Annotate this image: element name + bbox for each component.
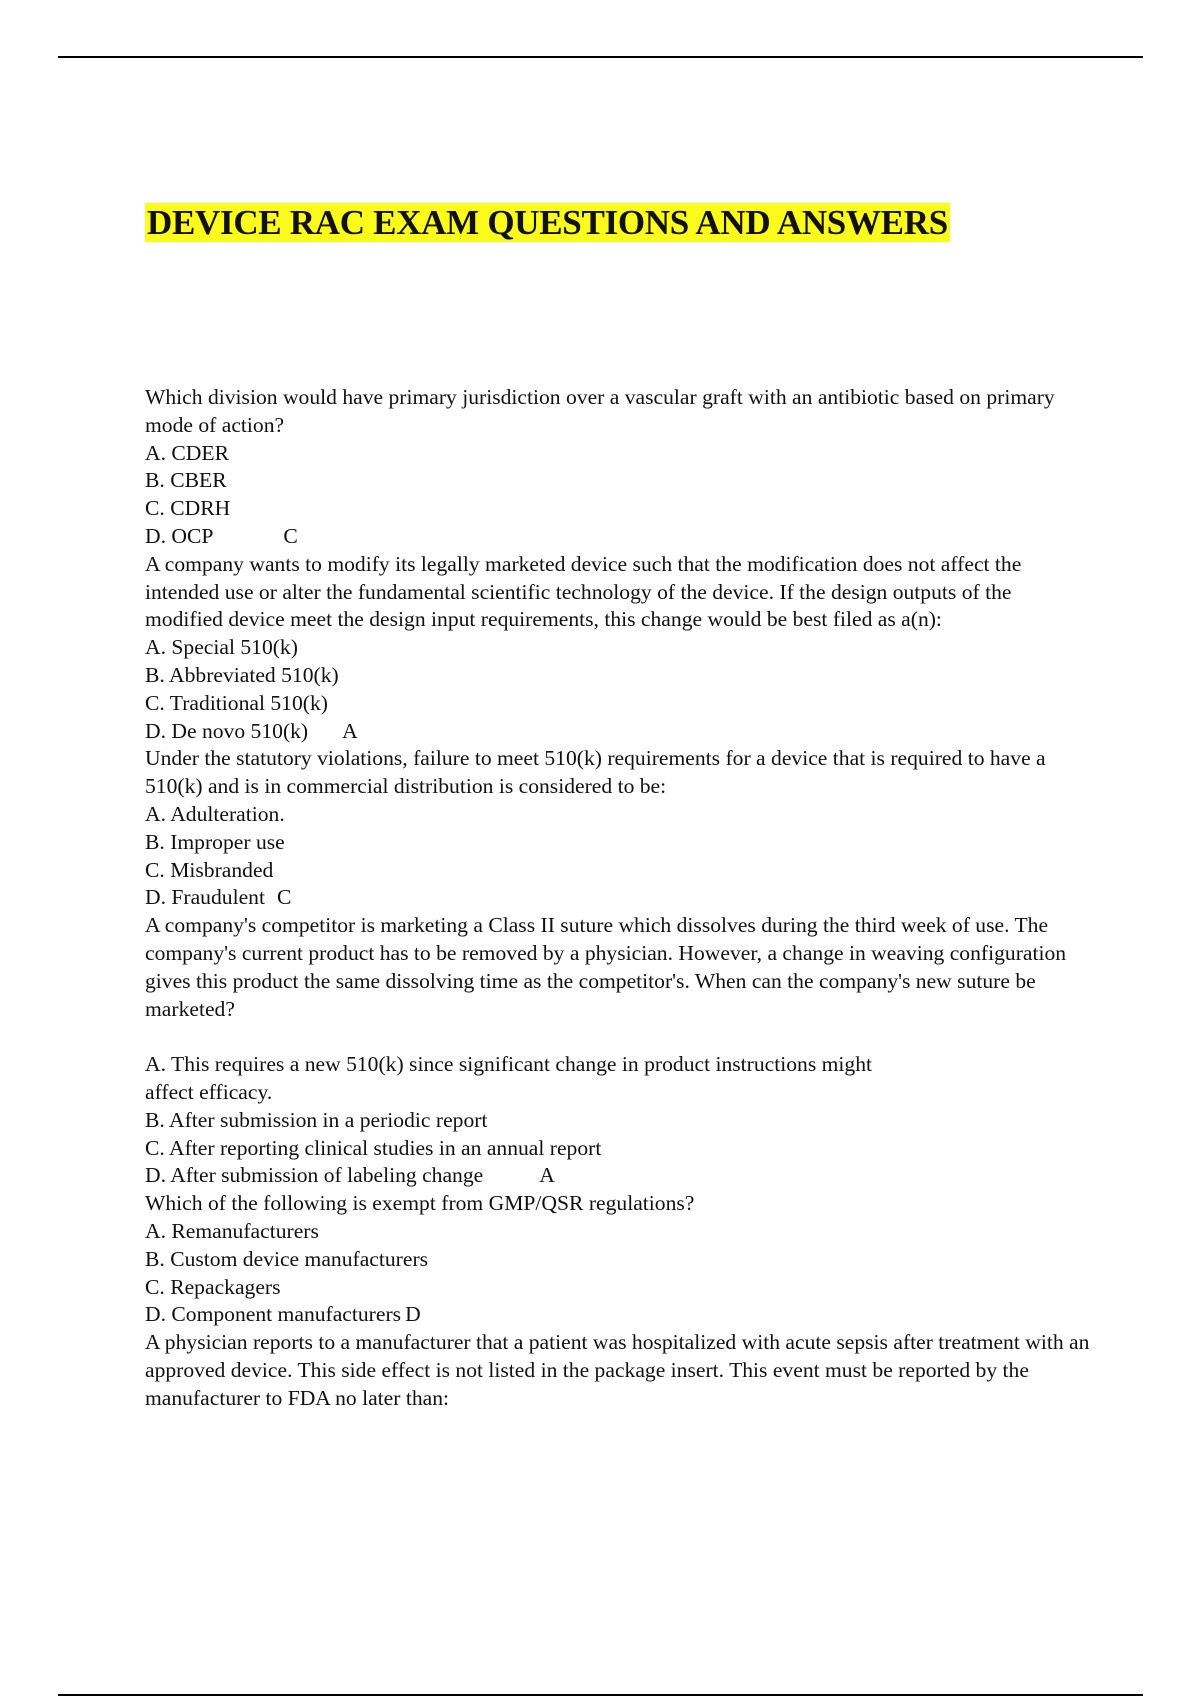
answer: A xyxy=(342,718,358,743)
option-c: C. Misbranded xyxy=(145,857,274,882)
title-highlight: DEVICE RAC EXAM QUESTIONS AND ANSWERS xyxy=(147,203,948,242)
option-c: C. Traditional 510(k) xyxy=(145,690,328,715)
option-d-row xyxy=(145,884,1095,912)
option-a: A. CDER xyxy=(145,440,229,465)
option-b: B. Improper use xyxy=(145,829,285,854)
question-text: A company wants to modify its legally marketed device such that the modification does not affect the intended use or alter the fundamental scientific technology of the device. If the design outputs of the modified device meet the design input requirements, this change would be best filed as a(n): xyxy=(145,551,1022,632)
option-d-row xyxy=(145,718,1095,746)
question-text: Which of the following is exempt from GMP/QSR regulations? xyxy=(145,1191,695,1216)
option-a: A. Special 510(k) xyxy=(145,635,298,660)
option-d-row xyxy=(145,1162,1095,1190)
document-title xyxy=(145,200,950,246)
option-d: D. Fraudulent xyxy=(145,885,265,910)
option-a: A. Remanufacturers xyxy=(145,1218,319,1243)
question-text: A company's competitor is marketing a Class II suture which dissolves during the third week of use. The company's current product has to be removed by a physician. However, a change in weaving configuration gives this product the same dissolving time as the competitor's. When can the company's new suture be marketed? xyxy=(145,913,1067,1021)
option-c: C. Repackagers xyxy=(145,1274,281,1299)
option-b: B. Custom device manufacturers xyxy=(145,1246,429,1271)
option-d: D. OCP xyxy=(145,523,214,548)
option-a-continued: affect efficacy. xyxy=(145,1079,273,1104)
question-text: Which division would have primary jurisdiction over a vascular graft with an antibiotic based on primary mode of action? xyxy=(145,385,1055,437)
answer: C xyxy=(283,523,298,548)
option-c: C. CDRH xyxy=(145,496,231,521)
document-body xyxy=(145,384,1095,1412)
answer: A xyxy=(539,1163,555,1188)
option-a: A. This requires a new 510(k) since significant change in product instructions might xyxy=(145,1052,873,1077)
blank-line xyxy=(145,1023,1095,1051)
option-d: D. After submission of labeling change xyxy=(145,1163,484,1188)
top-rule xyxy=(58,56,1143,58)
option-b: B. After submission in a periodic report xyxy=(145,1107,488,1132)
option-d: D. Component manufacturers xyxy=(145,1302,402,1327)
option-d-row xyxy=(145,523,1095,551)
answer: D xyxy=(405,1302,421,1327)
answer: C xyxy=(276,885,292,910)
option-d-row xyxy=(145,1301,1095,1329)
option-c: C. After reporting clinical studies in an annual report xyxy=(145,1135,602,1160)
question-text: A physician reports to a manufacturer that a patient was hospitalized with acute sepsis after treatment with an approved device. This side effect is not listed in the package insert. This event must be reported by the manufacturer to FDA no later than: xyxy=(145,1330,1090,1410)
option-b: B. CBER xyxy=(145,468,227,493)
bottom-rule xyxy=(58,1694,1143,1696)
question-text: Under the statutory violations, failure to meet 510(k) requirements for a device that is required to have a 510(k) and is in commercial distribution is considered to be: xyxy=(145,746,1046,799)
option-d: D. De novo 510(k) xyxy=(145,718,309,743)
option-b: B. Abbreviated 510(k) xyxy=(145,662,339,687)
option-a: A. Adulteration. xyxy=(145,801,285,826)
